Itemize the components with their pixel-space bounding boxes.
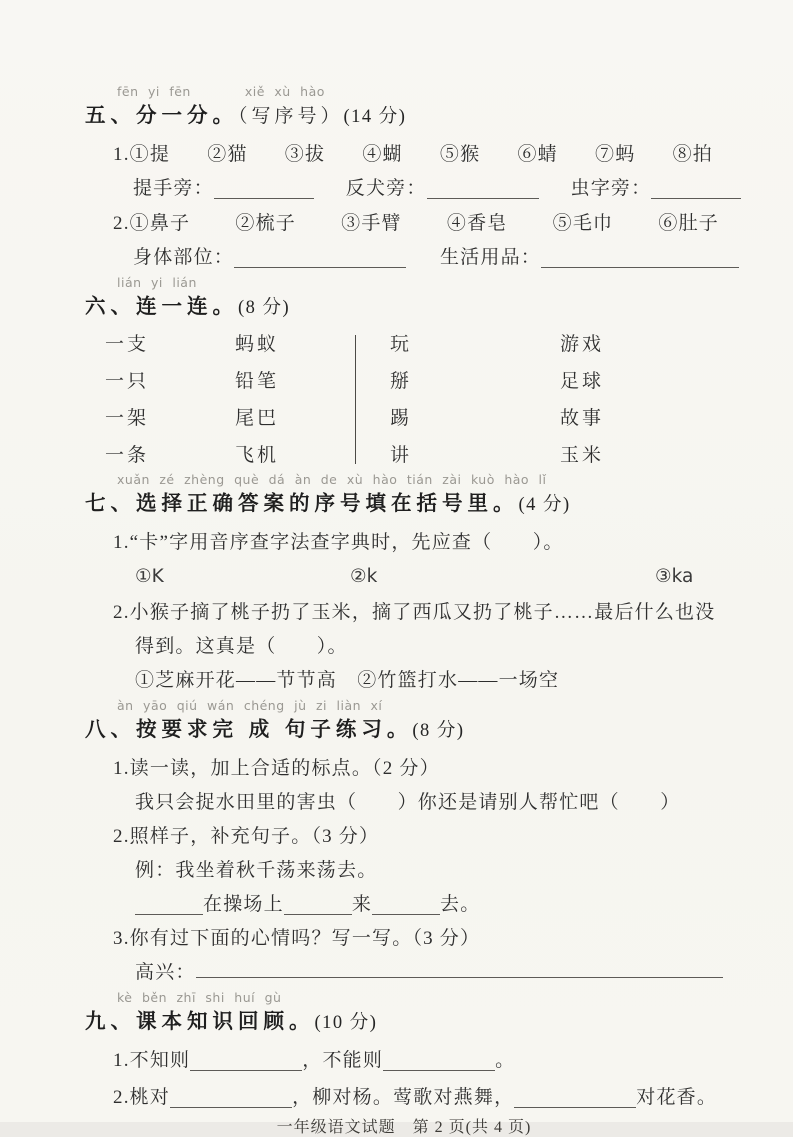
q9-1-line [85,1048,723,1073]
section-nine [85,990,723,1110]
matching-exercise [85,333,723,468]
q8-2-text: 2.照样子，补充句子。（3 分） [113,826,380,847]
section-score: (8 分) [238,298,291,318]
q7-1-options [85,564,723,589]
fill-text: 去。 [440,894,481,915]
section-seven-heading [85,490,723,520]
measure-word: 一架 [105,408,150,429]
section-five-heading [85,102,723,132]
section-six [85,275,723,468]
pinyin-part: àn yāo qiú wán chéng jù zi liàn xí [117,698,383,713]
section-eight [85,698,723,985]
q9-2-line [85,1085,723,1110]
word-option: ③手臂 [341,213,402,234]
pinyin-section-nine [85,990,723,1006]
radical-label: 提手旁： [133,178,214,199]
noun-word: 蚂蚁 [235,334,280,355]
cloze-text: ，柳对杨。莺歌对燕舞， [292,1087,515,1108]
section-title: 九、课本知识回顾。 [85,1010,315,1033]
object-word: 玉米 [560,445,605,466]
answer-blank [372,908,440,915]
noun-word: 尾巴 [235,408,280,429]
q8-1-sentence: 我只会捉水田里的害虫（ ）你还是请别人帮忙吧（ ） [135,792,681,813]
q8-3-answer-line [85,960,723,985]
section-eight-heading [85,716,723,746]
pinyin-part: kè běn zhī shi huí gù [117,990,282,1005]
answer-blank [284,908,352,915]
word-option: ⑤毛巾 [552,213,614,234]
section-title: 八、按要求完 成 句子练习。 [85,718,413,741]
q8-3-text: 3.你有过下面的心情吗？写一写。（3 分） [113,928,481,949]
section-nine-heading [85,1008,723,1038]
section-title: 五、分一分。 [85,104,238,127]
noun-word: 铅笔 [235,371,280,392]
section-title: 六、连一连。 [85,295,238,318]
answer-blank [135,908,203,915]
section-title: 七、选择正确答案的序号填在括号里。 [85,492,519,515]
answer-blank [541,261,739,268]
q7-2-text-line2: 得到。这真是（ ）。 [135,636,348,657]
q5-2-items [85,211,723,236]
question-number: 2. [113,213,130,234]
object-word: 故事 [560,408,605,429]
answer-blank [651,192,741,199]
section-subtitle: （写序号） [238,106,344,127]
section-seven [85,472,723,693]
cloze-text: 1.不知则 [113,1050,191,1071]
verb-word: 讲 [390,445,413,466]
word-option: ⑥肚子 [658,213,720,234]
option-1: ①K [135,566,164,587]
page-footer: 一年级语文试题 第 2 页(共 4 页) [276,1119,532,1136]
object-word: 足球 [560,371,605,392]
answer-blank [170,1101,292,1108]
verb-word: 玩 [390,334,413,355]
q5-1-answer-line [85,176,723,201]
option-3: ③ka [655,566,694,587]
fill-text: 在操场上 [203,894,284,915]
pinyin-section-eight [85,698,723,714]
pinyin-part: xiě xù hào [244,84,325,99]
section-score: (14 分) [343,107,407,127]
pinyin-section-seven [85,472,723,488]
pinyin-part: lián yi lián [117,275,197,290]
radical-label: 反犬旁： [345,178,427,199]
object-word: 游戏 [560,334,605,355]
section-five [85,84,723,270]
char-option: ⑤猴 [439,144,481,165]
section-score: (4 分) [518,495,571,515]
answer-blank [234,261,406,268]
word-option: ①鼻子 [129,213,191,234]
noun-word: 飞机 [235,445,280,466]
answer-blank [196,971,723,978]
verb-word: 踢 [390,408,413,429]
q5-2-answer-line [85,245,723,270]
cloze-text: ，不能则 [302,1050,384,1071]
char-option: ⑥蜻 [517,144,558,165]
verb-word: 掰 [390,371,413,392]
pinyin-section-five [85,84,723,100]
char-option: ④蝴 [362,144,403,165]
char-option: ③拔 [284,144,326,165]
section-score: (8 分) [412,721,465,741]
q7-2-text-line1: 2.小猴子摘了桃子扔了玉米，摘了西瓜又扔了桃子……最后什么也没 [113,602,716,623]
pinyin-part: fēn yi fēn [117,84,191,99]
char-option: ②猫 [207,144,248,165]
option-2: ②k [350,566,378,587]
measure-word: 一条 [105,445,150,466]
cloze-text: 。 [495,1050,516,1071]
char-option: ⑦蚂 [595,144,636,165]
q7-1-text: 1.“卡”字用音序查字法查字典时，先应查（ ）。 [113,532,564,553]
cloze-text: 对花香。 [636,1087,718,1108]
word-option: ②梳子 [235,213,297,234]
pinyin-part: xuǎn zé zhèng què dá àn de xù hào tián zài kuò hào lǐ [117,472,547,487]
radical-label: 虫字旁： [570,178,652,199]
emotion-label: 高兴： [135,962,196,983]
char-option: ⑧拍 [672,144,713,165]
q7-2-options: ①芝麻开花——节节高 ②竹篮打水——一场空 [135,670,560,691]
section-six-heading [85,293,723,323]
q8-2-example: 例：我坐着秋千荡来荡去。 [135,860,378,881]
q8-1-text: 1.读一读，加上合适的标点。（2 分） [113,758,440,779]
answer-blank [427,192,539,199]
char-option: ①提 [129,144,171,165]
q5-1-items [85,142,723,167]
answer-blank [214,192,314,199]
cloze-text: 2.桃对 [113,1087,171,1108]
word-option: ④香皂 [446,213,508,234]
section-score: (10 分) [314,1013,378,1033]
q8-2-fill-line [85,892,723,917]
category-label: 身体部位： [133,247,235,268]
vertical-divider [355,335,356,464]
category-label: 生活用品： [439,247,541,268]
measure-word: 一只 [105,371,150,392]
answer-blank [514,1101,636,1108]
pinyin-section-six [85,275,723,291]
measure-word: 一支 [105,334,150,355]
answer-blank [190,1064,302,1071]
question-number: 1. [113,144,130,165]
fill-text: 来 [351,894,373,915]
answer-blank [383,1064,495,1071]
matching-grid [85,333,723,468]
